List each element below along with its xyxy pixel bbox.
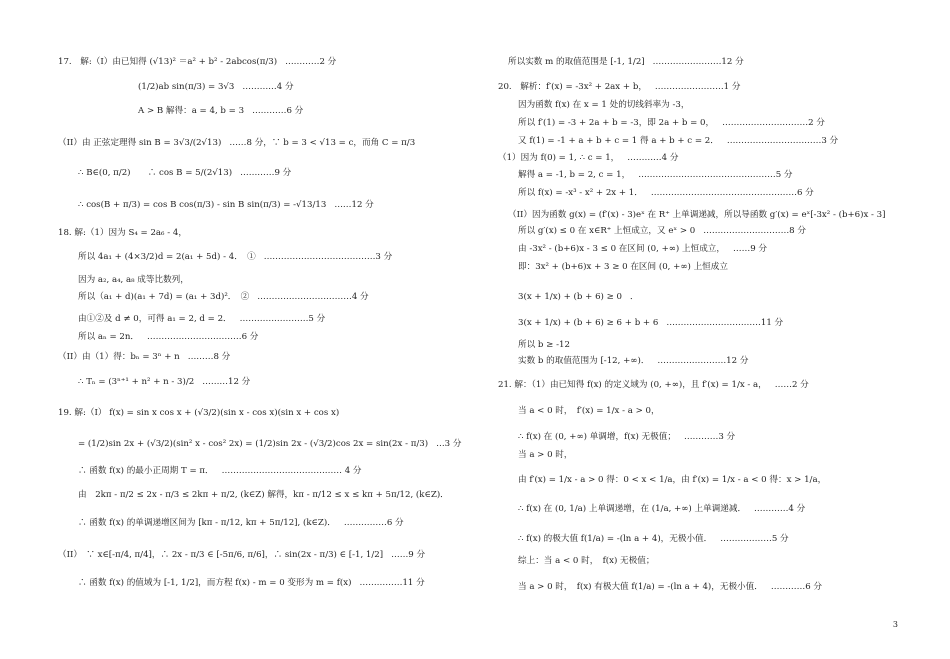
answer-text: (1/2)ab sin(π/3) = 3√3 [138, 82, 235, 92]
score-note: …………4 分 [242, 82, 294, 92]
answer-text: （II）因为函数 g(x) = (f′(x) - 3)eˣ 在 R⁺ 上单调递减，所以导函数 g′(x) = eˣ[-3x² - (b+6)x - 3] [508, 210, 886, 220]
left-line-16 [78, 466, 362, 477]
score-note: ………8 分 [187, 352, 231, 362]
right-line-2 [518, 100, 689, 111]
left-line-8 [78, 275, 189, 286]
right-line-16 [498, 380, 809, 391]
answer-text: （II） ∵ x∈[-π/4, π/4]，∴ 2x - π/3 ∈ [-5π/6, π/6]，∴ sin(2x - π/3) ∈ [-1, 1/2] [58, 550, 384, 560]
answer-text: 又 f(1) = -1 + a + b + c = 1 得 a + b + c = 2． [518, 136, 719, 146]
answer-text: 所以 f(x) = -x³ - x² + 2x + 1． [518, 188, 643, 198]
score-note: …3 分 [436, 439, 462, 449]
score-note: …………………………8 分 [703, 226, 806, 236]
left-line-1 [138, 82, 294, 93]
left-line-9 [78, 292, 369, 303]
score-note: ………………5 分 [720, 534, 789, 544]
answer-text: A > B 解得：a = 4, b = 3 [138, 106, 245, 116]
right-line-22 [518, 534, 789, 545]
score-note: ……………6 分 [343, 518, 404, 528]
left-line-11 [78, 332, 258, 343]
score-note: …………………………2 分 [722, 118, 825, 128]
left-line-5 [78, 200, 374, 211]
answer-text: 3(x + 1/x) + (b + 6) ≥ 0 [518, 292, 623, 302]
score-note: ……12 分 [334, 200, 374, 210]
answer-text: ∴ f(x) 在 (0, 1/a) 上单调递增，在 (1/a, +∞) 上单调递减． [518, 504, 747, 514]
answer-text: 即：3x² + (b+6)x + 3 ≥ 0 在区间 (0, +∞) 上恒成立 [518, 262, 728, 272]
answer-text: 综上：当 a < 0 时， f(x) 无极值； [518, 556, 655, 566]
answer-text: ∴ Tₙ = (3ⁿ⁺¹ + n² + n - 3)/2 [78, 377, 195, 387]
score-note: …………………………………… 4 分 [221, 466, 362, 476]
right-line-7 [518, 188, 814, 199]
score-note: ……………………12 分 [652, 57, 744, 67]
right-line-18 [518, 432, 735, 443]
answer-text: = (1/2)sin 2x + (√3/2)(sin² x - cos² 2x) = (1/2)sin 2x - (√3/2)cos 2x = sin(2x - π/3) [78, 439, 429, 449]
answer-text: ∴ cos(B + π/3) = cos B cos(π/3) - sin B sin(π/3) = -√13/13 [78, 200, 327, 210]
right-line-20 [518, 475, 826, 486]
score-note: ． [630, 292, 639, 302]
score-note: …………4 分 [627, 153, 679, 163]
left-line-17 [78, 490, 449, 501]
left-line-15 [78, 439, 461, 450]
right-column [498, 0, 888, 659]
right-line-6 [518, 170, 792, 181]
score-note: ……………………1 分 [654, 82, 741, 92]
answer-text: 当 a < 0 时， f′(x) = 1/x - a > 0， [518, 406, 660, 416]
answer-text: （II）由 正弦定理得 sin B = 3√3/(2√13) [58, 138, 222, 148]
answer-text: 18. 解:（1）因为 S₄ = 2a₆ - 4， [58, 228, 187, 238]
score-note: …………4 分 [754, 504, 806, 514]
left-line-3 [58, 138, 415, 149]
answer-text: 当 a > 0 时， f(x) 有极大值 f(1/a) = -(ln a + 4)，无极小值． [518, 582, 763, 592]
score-note: ……………………………3 分 [726, 136, 839, 146]
answer-text: ∴ 函数 f(x) 的值域为 [-1, 1/2]，而方程 f(x) - m = 0 变形为 m = f(x) [78, 578, 352, 588]
answer-text: 实数 b 的取值范围为 [-12, +∞)． [518, 356, 650, 366]
score-note: …………9 分 [240, 168, 292, 178]
left-line-18 [78, 518, 404, 529]
score-note: …………6 分 [770, 582, 823, 592]
answer-text: 由 2kπ - π/2 ≤ 2x - π/3 ≤ 2kπ + π/2, (k∈Z) 解得，kπ - π/12 ≤ x ≤ kπ + 5π/12, (k∈Z)． [78, 490, 449, 500]
answer-text: 所以（a₁ + d)(a₁ + 7d) = (a₁ + 3d)²． ② [78, 292, 250, 302]
page-number: 3 [892, 620, 898, 629]
left-line-14 [58, 408, 339, 419]
score-note: ……………………………………………6 分 [650, 188, 814, 198]
answer-text: ∴ 函数 f(x) 的最小正周期 T = π． [78, 466, 214, 476]
score-note: ……………………5 分 [239, 314, 326, 324]
answer-text: 所以 4a₁ + (4×3/2)d = 2(a₁ + 5d) - 4． ① [78, 252, 256, 262]
score-note: …………3 分 [683, 432, 736, 442]
right-line-23 [518, 556, 654, 567]
score-note: ……………………12 分 [657, 356, 749, 366]
score-note: ……………11 分 [359, 578, 425, 588]
answer-text: 所以 f′(1) = -3 + 2a + b = -3，即 2a + b = 0， [518, 118, 715, 128]
answer-text: ∴ f(x) 的极大值 f(1/a) = -(ln a + 4)，无极小值． [518, 534, 713, 544]
answer-text: （II）由（1）得：bₙ = 3ⁿ + n [58, 352, 180, 362]
right-line-1 [498, 82, 740, 93]
left-line-7 [78, 252, 392, 263]
left-line-2 [138, 106, 303, 117]
answer-text: 17. 解:（I）由已知得 (√13)² ＝a² + b² - 2abcos(π/3) [58, 57, 278, 67]
answer-text: 3(x + 1/x) + (b + 6) ≥ 6 + b + 6 [518, 318, 659, 328]
left-line-4 [78, 168, 291, 179]
answer-text: 因为 a₂, a₄, a₈ 成等比数列， [78, 275, 189, 285]
left-column [58, 0, 478, 659]
left-line-6 [58, 228, 187, 239]
left-line-19 [58, 550, 425, 561]
score-note: ……………………………11 分 [666, 318, 784, 328]
answer-text: 由 -3x² - (b+6)x - 3 ≤ 0 在区间 (0, +∞) 上恒成立， [518, 244, 725, 254]
answer-text: 所以 aₙ = 2n． [78, 332, 140, 342]
right-line-10 [518, 244, 767, 255]
right-line-14 [518, 340, 570, 351]
left-line-20 [78, 578, 425, 589]
score-note: ……9 分 [733, 244, 767, 254]
answer-text: 解得 a = -1, b = 2, c = 1， [518, 170, 631, 180]
answer-text: 所以 b ≥ -12 [518, 340, 570, 350]
answer-text: 因为函数 f(x) 在 x = 1 处的切线斜率为 -3， [518, 100, 690, 110]
left-line-10 [78, 314, 325, 325]
right-line-15 [518, 356, 748, 367]
answer-text: 所以实数 m 的取值范围是 [-1, 1/2] [508, 57, 645, 67]
right-line-11 [518, 262, 728, 273]
score-note: ……8 分，∵ b = 3 < √13 = c，而角 C = π/3 [229, 138, 416, 148]
right-line-4 [518, 136, 838, 147]
answer-text: ∴ 函数 f(x) 的单调递增区间为 [kπ - π/12, kπ + 5π/12], (k∈Z)． [78, 518, 336, 528]
answer-text: （1）因为 f(0) = 1, ∴ c = 1， [498, 153, 620, 163]
answer-text: 由 f′(x) = 1/x - a > 0 得：0 < x < 1/a，由 f′(x) = 1/x - a < 0 得：x > 1/a， [518, 475, 827, 485]
score-note: …………………………………3 分 [263, 252, 393, 262]
right-line-8 [508, 210, 886, 221]
score-note: …………2 分 [285, 57, 337, 67]
score-note: ……2 分 [774, 380, 809, 390]
score-note: …………………………………………5 分 [638, 170, 793, 180]
right-line-0 [508, 57, 744, 68]
score-note: ……9 分 [391, 550, 426, 560]
left-line-13 [78, 377, 250, 388]
answer-text: 由①②及 d ≠ 0，可得 a₁ = 2, d = 2． [78, 314, 232, 324]
score-note: ………12 分 [202, 377, 251, 387]
answer-text: 19. 解:（I） f(x) = sin x cos x + (√3/2)(sin x - cos x)(sin x + cos x) [58, 408, 340, 418]
right-line-17 [518, 406, 660, 417]
answer-text: ∴ f(x) 在 (0, +∞) 单调增，f(x) 无极值； [518, 432, 676, 442]
answer-text: ∴ B∈(0, π/2) ∴ cos B = 5/(2√13) [78, 168, 233, 178]
left-line-12 [58, 352, 230, 363]
right-line-9 [518, 226, 806, 237]
score-note: …………6 分 [252, 106, 304, 116]
answer-text: 所以 g′(x) ≤ 0 在 x∈R⁺ 上恒成立，又 eˣ > 0 [518, 226, 696, 236]
score-note: ……………………………6 分 [147, 332, 259, 342]
right-line-13 [518, 318, 783, 329]
right-line-5 [498, 153, 678, 164]
right-line-24 [518, 582, 822, 593]
answer-text: 当 a > 0 时， [518, 450, 573, 460]
answer-text: 20. 解析：f′(x) = -3x² + 2ax + b， [498, 82, 647, 92]
right-line-21 [518, 504, 805, 515]
right-line-12 [518, 292, 639, 303]
answer-text: 21. 解：（1）由已知得 f(x) 的定义域为 (0, +∞)，且 f′(x) = 1/x - a， [498, 380, 767, 390]
right-line-3 [518, 118, 825, 129]
right-line-19 [518, 450, 573, 461]
left-line-0 [58, 57, 336, 68]
score-note: ……………………………4 分 [257, 292, 369, 302]
